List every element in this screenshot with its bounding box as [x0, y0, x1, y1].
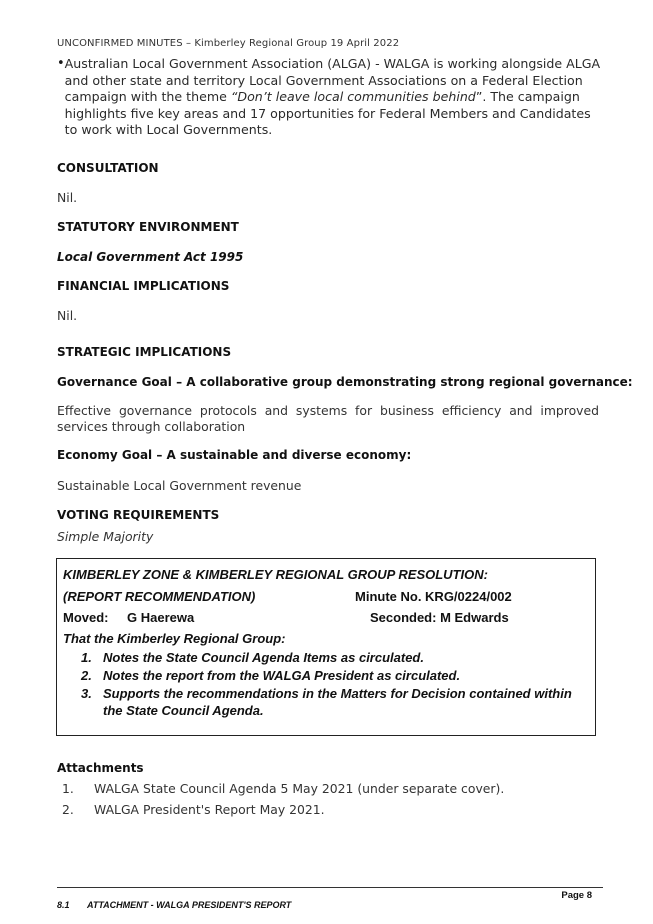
bullet-icon: •: [57, 56, 65, 71]
governance-goal-text: Effective governance protocols and systems for business efficiency and improved services through collaboration: [57, 403, 599, 434]
intro-text-part2: ”. The campaign highlights five key areas and 17 opportunities for Federal Members and Candidates to work with Local Governments.: [64, 89, 591, 137]
page-header: UNCONFIRMED MINUTES – Kimberley Regional Group 19 April 2022: [57, 38, 400, 49]
governance-goal-heading: Governance Goal – A collaborative group demonstrating strong regional governance:: [57, 375, 633, 389]
footer-item: [57, 900, 291, 910]
resolution-item-text: Supports the recommendations in the Matters for Decision contained within the State Council Agenda.: [103, 686, 572, 718]
resolution-intro: That the Kimberley Regional Group:: [63, 631, 286, 646]
resolution-item-number: 1.: [81, 650, 92, 665]
footer-divider: [57, 887, 603, 888]
consultation-text: Nil.: [57, 190, 78, 205]
financial-heading: FINANCIAL IMPLICATIONS: [57, 279, 230, 293]
voting-heading: VOTING REQUIREMENTS: [57, 508, 220, 522]
resolution-item: [81, 649, 591, 666]
attachment-item: [62, 781, 504, 802]
consultation-heading: CONSULTATION: [57, 161, 159, 175]
moved-name: G Haerewa: [127, 610, 195, 625]
attachments-heading: Attachments: [57, 761, 144, 775]
intro-bullet: [57, 56, 602, 139]
attachment-number: 2.: [62, 802, 74, 817]
attachment-number: 1.: [62, 781, 74, 796]
resolution-title: KIMBERLEY ZONE & KIMBERLEY REGIONAL GROUP RESOLUTION:: [63, 567, 488, 582]
economy-goal-heading: Economy Goal – A sustainable and diverse economy:: [57, 448, 412, 462]
attachments-list: [62, 781, 504, 823]
resolution-recommendation: (REPORT RECOMMENDATION): [63, 589, 256, 604]
resolution-item-text: Notes the report from the WALGA President as circulated.: [103, 668, 461, 683]
voting-text: Simple Majority: [57, 529, 154, 544]
footer-item-number: 8.1: [57, 900, 70, 910]
resolution-item-number: 3.: [81, 686, 92, 701]
financial-text: Nil.: [57, 308, 78, 323]
resolution-box: [56, 558, 596, 736]
minute-number: Minute No. KRG/0224/002: [355, 589, 512, 604]
intro-text-theme: “Don’t leave local communities behind: [230, 89, 476, 104]
resolution-item: [81, 685, 591, 719]
page-number: Page 8: [561, 890, 592, 901]
economy-goal-text: Sustainable Local Government revenue: [57, 478, 302, 493]
attachment-text: WALGA President's Report May 2021.: [94, 802, 325, 817]
statutory-heading: STATUTORY ENVIRONMENT: [57, 220, 239, 234]
resolution-item-text: Notes the State Council Agenda Items as circulated.: [103, 650, 424, 665]
resolution-items: [81, 649, 591, 720]
intro-bullet-text: [65, 56, 602, 139]
attachment-item: [62, 802, 504, 823]
footer-item-title: ATTACHMENT - WALGA PRESIDENT'S REPORT: [87, 900, 292, 910]
resolution-item: [81, 667, 591, 684]
intro-text-part1: Australian Local Government Association (ALGA) - WALGA is working alongside ALGA and other state and territory Local Government Associations on a Federal Election campaign with the theme: [64, 56, 601, 104]
attachment-text: WALGA State Council Agenda 5 May 2021 (under separate cover).: [94, 781, 505, 796]
statutory-text: Local Government Act 1995: [57, 250, 244, 264]
moved-label: Moved:: [63, 610, 109, 625]
strategic-heading: STRATEGIC IMPLICATIONS: [57, 345, 232, 359]
seconded-by: Seconded: M Edwards: [370, 610, 509, 625]
resolution-item-number: 2.: [81, 668, 92, 683]
